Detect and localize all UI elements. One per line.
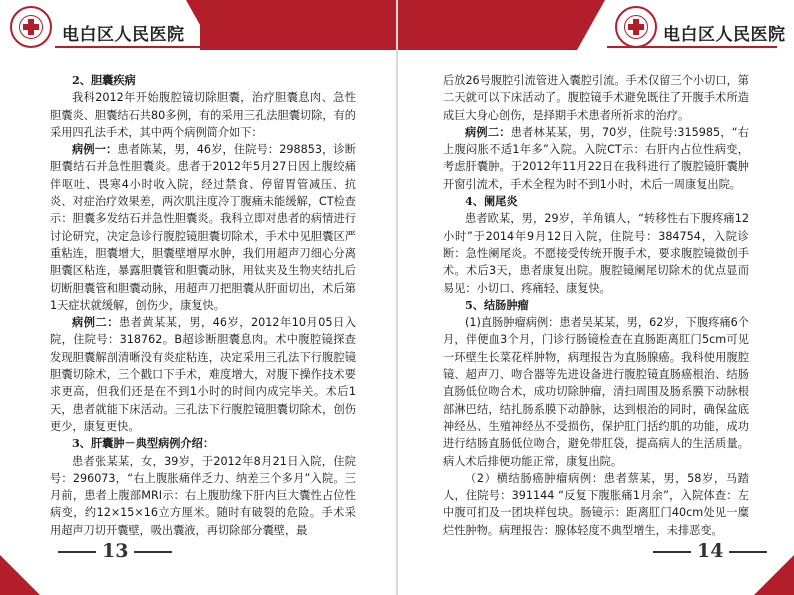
footer-rule — [653, 551, 691, 553]
section-text: 患者欧某，男，29岁，羊角镇人，“转移性右下腹疼痛12小时”于2014年9月12日入院，住院号：384754，入院诊断：急性阑尾炎。不愿接受传统开腹手术，要求腹腔镜微创手术。术后3天，患者康复出院。腹腔镜阑尾切除术的优点显而易见：小切口、疼痛轻、康复快。 — [443, 212, 749, 295]
header-band-diagonal — [186, 0, 214, 50]
case-paragraph — [50, 314, 356, 435]
case-paragraph — [50, 141, 356, 314]
bottom-corner-accent — [754, 555, 794, 595]
section-intro: 我科2012年开始腹腔镜切除胆囊，治疗胆囊息肉、急性胆囊炎、胆囊结石共80多例，有的采用三孔法胆囊切除，有的采用四孔法手术，其中两个病例简介如下： — [50, 91, 356, 139]
header-underline — [55, 46, 205, 48]
header-band — [397, 0, 577, 50]
header-underline — [607, 46, 777, 48]
section-case: （2）横结肠癌肿瘤病例：患者蔡某，男，58岁，马踏人，住院号：391144 “反复下腹胀痛1月余”，入院体查：左中腹可扪及一团块样包块。肠镜示：距离肛门40cm处见一糜烂性肿物。病理报告：腺体轻度不典型增生，未排恶变。 — [443, 471, 749, 537]
case-label: 病例二： — [72, 315, 119, 330]
footer-rule — [729, 551, 767, 553]
case-label: 病例二： — [465, 124, 511, 139]
section-title-appendicitis: 4、阑尾炎 — [465, 194, 518, 209]
case-text: 患者陈某，男，46岁，住院号：298853，诊断胆囊结石并急性胆囊炎。患者于2012年5月27日因上腹绞痛伴呕吐、畏寒4小时收入院，经过禁食、停留胃管减压、抗炎、对症治疗效果差，两次肌注度冷丁腹痛未能缓解，CT检查示：胆囊多发结石并急性胆囊炎。我科立即对患者的病情进行讨论研究，决定急诊行腹腔镜胆囊切除术，手术中见胆囊区严重粘连，胆囊增大，胆囊壁增厚水肿，我们用超声刀细心分离胆囊区粘连，暴露胆囊管和胆囊动脉，用钛夹及生物夹结扎后切断胆囊管和胆囊动脉，用超声刀把胆囊从肝面切出，术后第1天症状就缓解，创伤少，康复快。 — [50, 143, 356, 312]
case-text: 患者黄某某，男，46岁，2012年10月05日入院，住院号：318762。B超诊断胆囊息肉。术中腹腔镜探查发现胆囊解剖清晰没有炎症粘连，决定采用三孔法下行腹腔镜胆囊切除术，三个戳口下手术，难度增大，对腹下操作技术要求更高，但我们还是在不到1小时的时间内成完毕关。术后1天，患者就能下床活动。三孔法下行腹腔镜胆囊切除术，创伤更少，康复更快。 — [50, 316, 356, 433]
hospital-name: 电白区人民医院 — [663, 25, 786, 45]
left-header — [0, 0, 397, 58]
footer-rule — [58, 551, 96, 553]
header-band — [200, 0, 397, 50]
hospital-logo-icon — [615, 6, 657, 48]
section-title-colon-tumor: 5、结肠肿瘤 — [465, 297, 529, 312]
right-content — [443, 72, 749, 539]
left-content — [50, 72, 356, 539]
right-header — [397, 0, 794, 58]
hospital-logo-icon — [10, 6, 52, 48]
page-number: 13 — [102, 540, 129, 562]
section-title-liver-cyst: 3、肝囊肿－典型病例介绍： — [72, 436, 215, 451]
section-text: 患者张某某，女，39岁，于2012年8月21日入院，住院号：296073，“右上腹胀痛伴乏力、纳差三个多月”入院。三月前，患者上腹部MRI示：右上腹肋缘下肝内巨大囊性占位性病变，约12×15×16立方厘米。随时有破裂的危险。手术采用超声刀切开囊壁，吸出囊液，再切除部分囊壁，最 — [50, 454, 356, 537]
header-band-diagonal — [577, 0, 605, 50]
right-page — [397, 0, 794, 595]
case-label: 病例一： — [72, 142, 118, 157]
hospital-name: 电白区人民医院 — [62, 25, 185, 45]
page-number-footer — [52, 540, 178, 562]
continued-paragraph: 后放26号腹腔引流管进入囊腔引流。手术仅留三个小切口，第二天就可以下床活动了。腹腔镜手术避免既往了开腹手术所造成巨大身心创伤，是择期手术患者所祈求的治疗。 — [443, 74, 749, 122]
section-title-gallbladder: 2、胆囊疾病 — [72, 73, 136, 87]
footer-rule — [134, 551, 172, 553]
page-number: 14 — [697, 540, 724, 562]
bottom-corner-accent — [0, 555, 40, 595]
section-case: (1)直肠肿瘤病例：患者吴某某，男，62岁，下腹疼痛6个月，伴便血3个月，门诊行肠镜检查在直肠距离肛门5cm可见一环壁生长菜花样肿物，病理报告为直肠腺癌。我科使用腹腔镜、超声刀、吻合器等先进设备进行腹腔镜直肠癌根治、结肠直肠低位吻合术，成功切除肿瘤，清扫周围及肠系膜下动脉根部淋巴结，结扎肠系膜下动静脉，达到根治的同时，确保盆底神经丛、生殖神经丛不受损伤，保护肛门括约肌的功能，成功进行结肠直肠低位吻合，避免带肛袋，提高病人的生活质量。病人术后排便功能正常，康复出院。 — [443, 316, 749, 468]
book-spine — [396, 0, 398, 595]
case-text: 患者林某某，男，70岁，住院号:315985，“右上腹闷胀不适1年多”入院。入院CT示：右肝内占位性病变，考虑肝囊肿。于2012年11月22日在我科进行了腹腔镜肝囊肿开窗引流术，手术全程为时不到1小时，术后一周康复出院。 — [443, 125, 749, 191]
case-paragraph — [443, 124, 749, 193]
